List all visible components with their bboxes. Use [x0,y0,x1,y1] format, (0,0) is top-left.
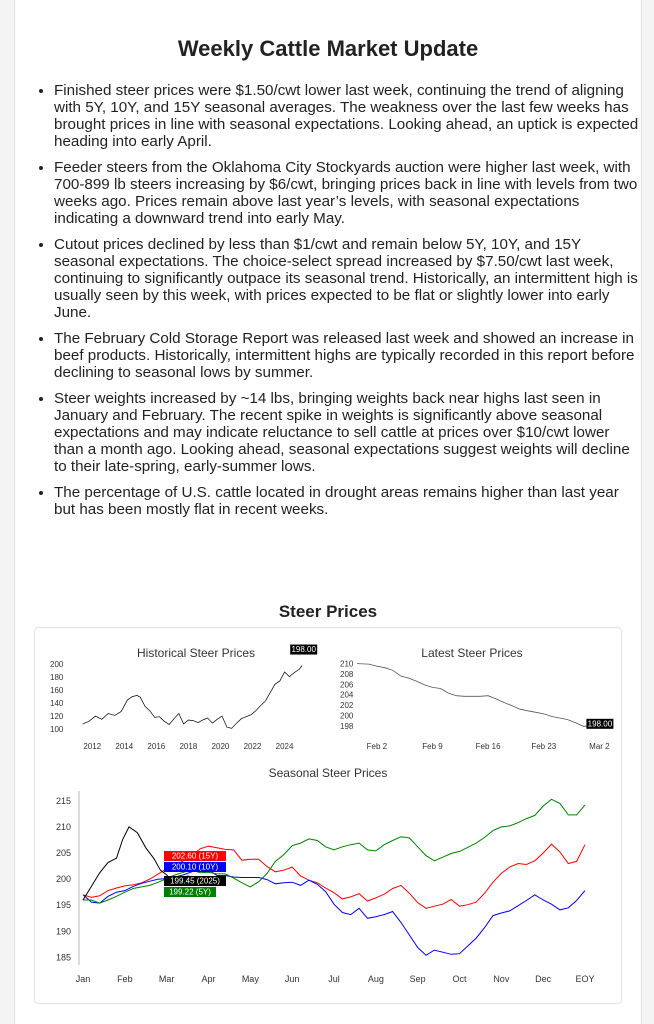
document-page [14,0,642,1024]
x-tick-label: Feb 23 [531,742,557,751]
x-tick-label: 2016 [147,742,166,751]
y-tick-label: 200 [56,874,72,885]
y-tick-label: 140 [50,699,64,709]
x-tick-label: Jul [328,974,340,984]
value-label-10y: 200.10 (10Y) [171,862,219,872]
x-tick-label: Jan [75,974,91,984]
bullet-item: • Feeder steers from the Oklahoma City Stockyards auction were higher last week, with 700-899 lb steers increasing by $6/cwt, bringing prices back in line with levels from two weeks ago. Prices remain above last year’s levels, with seasonal expectations indicating a downward trend into early May. [54,159,639,227]
y-tick-label: 195 [56,900,72,911]
x-tick-label: Oct [452,974,467,984]
x-tick-label: Feb 9 [422,742,443,751]
y-tick-label: 190 [56,926,72,937]
section-title: Steer Prices [278,602,378,621]
y-tick-label: 202 [340,701,354,711]
bullet-list [35,82,639,527]
x-tick-label: 2014 [115,742,134,751]
value-label-15y: 202.60 (15Y) [171,851,219,861]
chart-title: Latest Steer Prices [421,646,523,660]
page-title: Weekly Cattle Market Update [177,36,479,61]
x-tick-label: May [241,974,259,984]
x-tick-label: Nov [493,974,510,984]
value-label-2025: 199.45 (2025) [170,876,220,886]
x-tick-label: Feb 2 [366,742,388,751]
x-tick-label: 2020 [211,742,230,751]
y-tick-label: 185 [56,952,72,963]
x-tick-label: Mar 2 [589,742,610,751]
x-tick-label: Sep [409,974,426,984]
y-tick-label: 205 [56,848,72,859]
chart-title: Historical Steer Prices [136,646,256,660]
bullet-item: • The February Cold Storage Report was released last week and showed an increase in beef products. Historically, intermittent highs are typically recorded in this report before declining to seasonal lows by summer. [54,330,639,381]
y-tick-label: 100 [50,725,64,735]
y-tick-label: 198 [340,721,354,731]
x-tick-label: 2022 [243,742,262,751]
bullet-item: • Finished steer prices were $1.50/cwt lower last week, continuing the trend of aligning with 5Y, 10Y, and 15Y seasonal averages. The weakness over the last few weeks has brought prices in line with seasonal expectations. Looking ahead, an uptick is expected heading into early April. [54,82,639,150]
x-tick-label: Dec [535,974,552,984]
y-tick-label: 120 [50,712,64,722]
y-tick-label: 206 [340,680,354,690]
value-label-5y: 199.22 (5Y) [169,887,211,897]
x-tick-label: 2018 [179,742,198,751]
y-tick-label: 215 [56,795,72,806]
bullet-item: • Cutout prices declined by less than $1/cwt and remain below 5Y, 10Y, and 15Y seasonal expectations. The choice-select spread increased by $7.50/cwt last week, continuing to significantly outpace its seasonal trend. Historically, an intermittent high is usually seen by this week, with prices expected to be flat or slightly lower into early June. [54,236,639,321]
x-tick-label: 2024 [275,742,294,751]
y-tick-label: 210 [56,821,72,832]
x-tick-label: EOY [575,974,595,984]
x-tick-label: 2012 [83,742,102,751]
series-line-15Y [83,844,585,908]
y-tick-label: 180 [50,673,64,683]
x-tick-label: Feb [117,974,133,984]
x-tick-label: Feb 16 [475,742,501,751]
x-tick-label: Mar [158,974,175,984]
last-value-label: 198.00 [291,645,316,655]
x-tick-label: Apr [201,974,216,984]
y-tick-label: 204 [340,690,354,700]
x-tick-label: Jun [284,974,300,984]
x-tick-label: Aug [367,974,384,984]
y-tick-label: 208 [340,669,354,679]
y-tick-label: 200 [50,660,64,670]
bullet-item: • Steer weights increased by ~14 lbs, bringing weights back near highs last seen in January and February. The recent spike in weights is significantly above seasonal expectations and may indicate reluctance to sell cattle at prices over $10/cwt lower than a month ago. Looking ahead, seasonal expectations suggest weights will decline to their late-spring, early-summer lows. [54,390,639,475]
y-tick-label: 210 [340,659,354,669]
bullet-item: • The percentage of U.S. cattle located in drought areas remains higher than last year but has been mostly flat in recent weeks. [54,484,639,518]
charts-svg [35,628,621,1003]
y-tick-label: 200 [340,711,354,721]
y-tick-label: 160 [50,686,64,696]
last-value-label: 198.00 [587,719,613,729]
series-line-5Y [83,799,585,903]
chart-title: Seasonal Steer Prices [268,766,388,780]
series-line [357,664,599,727]
chart-container [34,627,622,1004]
series-line [83,666,303,729]
